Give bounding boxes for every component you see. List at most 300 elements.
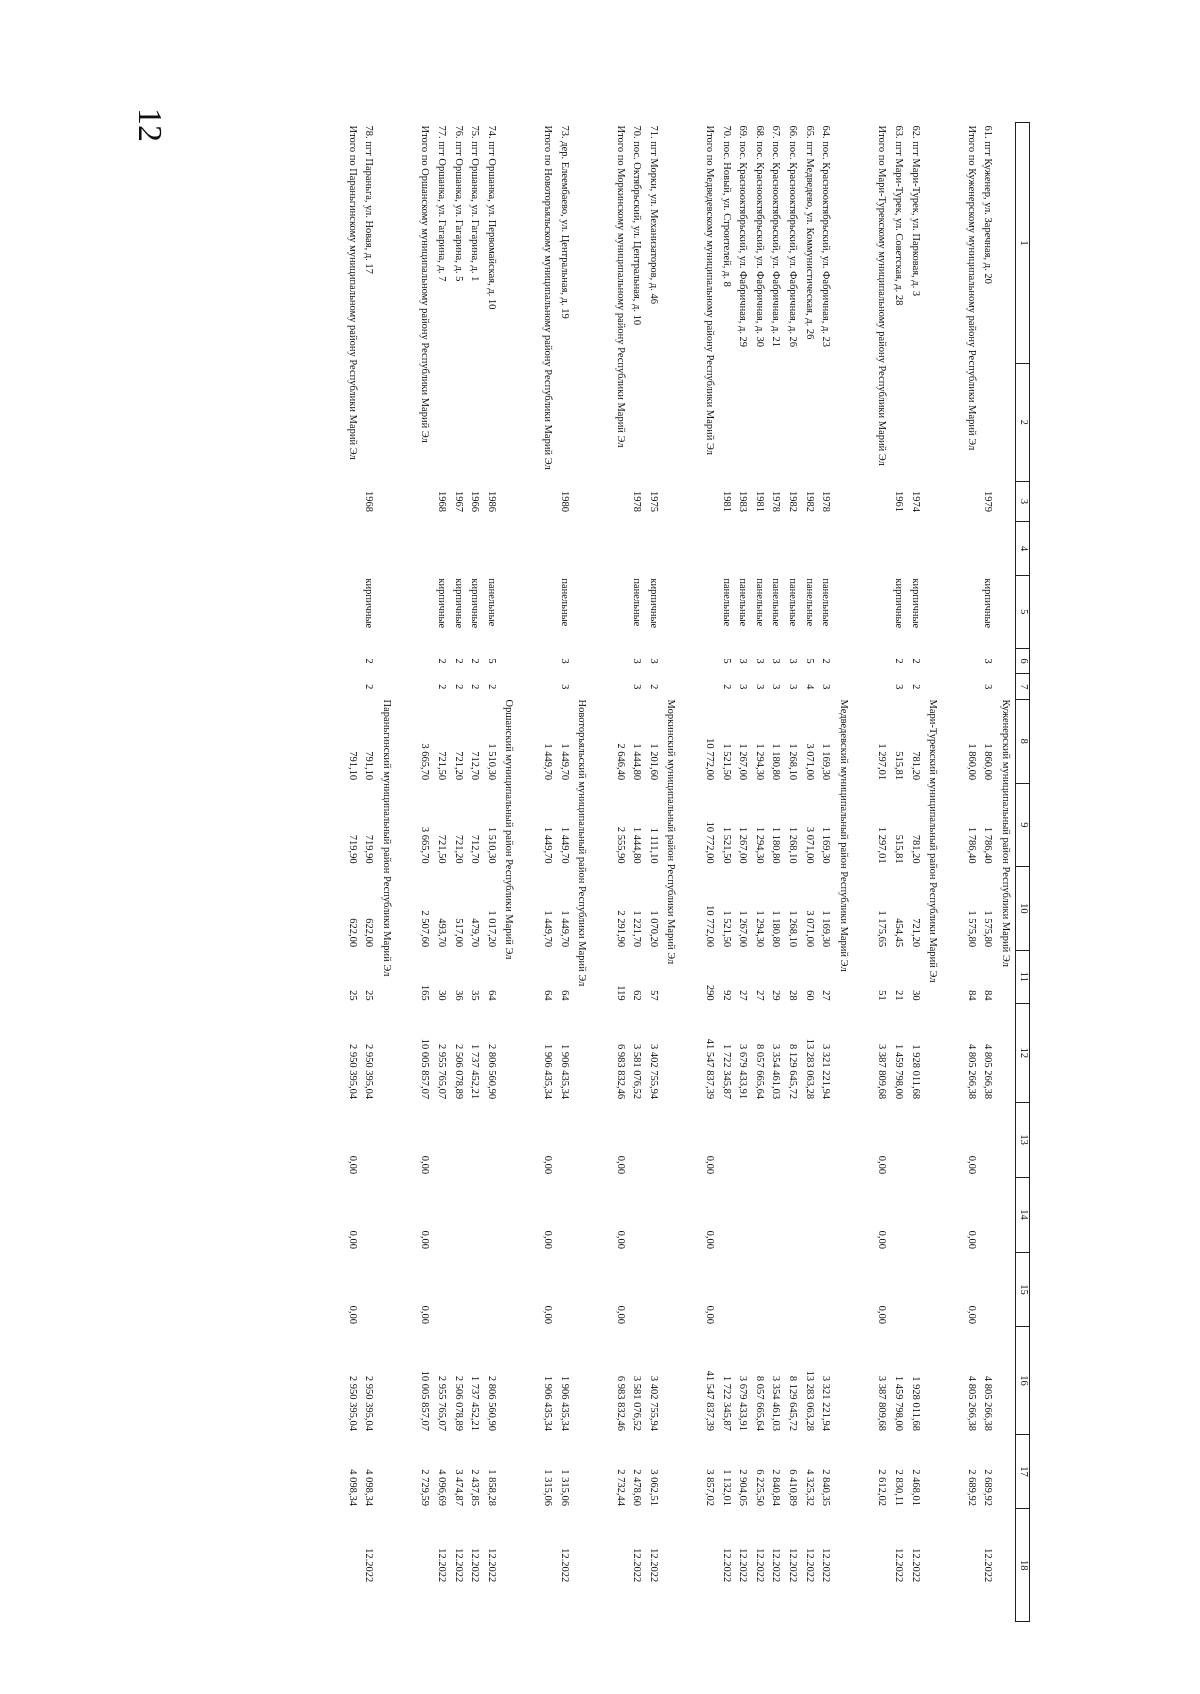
total-value-cell: 2 729,59 bbox=[419, 1469, 431, 1506]
total-value-cell: 6 983 832,46 bbox=[614, 1044, 626, 1100]
empty-cell bbox=[800, 1177, 817, 1252]
value-cell: 1 928 011,68 bbox=[909, 1376, 921, 1431]
empty-cell bbox=[482, 522, 499, 576]
value-cell: 36 bbox=[452, 990, 464, 1001]
date-cell: 12.2022 bbox=[469, 1548, 481, 1583]
empty-cell bbox=[449, 1102, 466, 1177]
empty-cell bbox=[432, 1102, 449, 1177]
empty-cell bbox=[717, 522, 734, 576]
total-value-cell: 0,00 bbox=[541, 1230, 553, 1249]
value-cell: 1 449,70 bbox=[558, 826, 570, 864]
empty-cell bbox=[628, 1252, 645, 1327]
empty-cell bbox=[482, 1252, 499, 1327]
total-value-cell: 1 906 435,34 bbox=[541, 1375, 553, 1431]
total-label: Итого по Новоторъяльскому муниципальному району Республики Марий Эл bbox=[541, 125, 553, 470]
table-row bbox=[628, 123, 645, 1622]
material-cell: панельные bbox=[803, 578, 815, 627]
value-cell: 1 575,80 bbox=[982, 910, 994, 948]
total-value-cell: 10 772,00 bbox=[704, 905, 716, 948]
value-cell: 1 510,30 bbox=[485, 743, 497, 781]
total-value-cell: 10 005 857,07 bbox=[419, 1038, 431, 1100]
value-cell: 515,81 bbox=[893, 834, 905, 864]
value-cell: 62 bbox=[631, 990, 643, 1001]
empty-cell bbox=[432, 1177, 449, 1252]
column-header: 14 bbox=[1016, 1177, 1030, 1252]
value-cell: 57 bbox=[647, 990, 659, 1001]
rotated-table-sheet bbox=[130, 122, 1030, 1622]
district-cell bbox=[499, 700, 519, 1622]
column-header: 15 bbox=[1016, 1252, 1030, 1327]
empty-cell bbox=[734, 1252, 751, 1327]
empty-cell bbox=[360, 1177, 377, 1252]
district-cell bbox=[923, 700, 943, 1622]
total-value-cell: 0,00 bbox=[965, 1230, 977, 1249]
empty-cell bbox=[644, 522, 661, 576]
table-row bbox=[555, 123, 572, 1622]
value-cell: 1 180,80 bbox=[770, 826, 782, 864]
value-cell: 2 bbox=[720, 684, 732, 690]
value-cell: 8 129 645,72 bbox=[787, 1044, 799, 1100]
empty-cell bbox=[979, 1252, 996, 1327]
year-cell: 1968 bbox=[363, 491, 375, 512]
value-cell: 3 bbox=[558, 658, 570, 664]
value-cell: 64 bbox=[485, 990, 497, 1001]
value-cell: 3 321 221,94 bbox=[820, 1375, 832, 1431]
empty-cell bbox=[767, 1177, 784, 1252]
value-cell: 1 860,00 bbox=[982, 743, 994, 781]
value-cell: 8 129 645,72 bbox=[787, 1375, 799, 1431]
date-cell: 12.2022 bbox=[720, 1548, 732, 1583]
empty-cell bbox=[432, 1252, 449, 1327]
column-header: 2 bbox=[1016, 363, 1030, 481]
value-cell: 1 722 345,87 bbox=[720, 1375, 732, 1431]
value-cell: 1 737 452,21 bbox=[469, 1375, 481, 1431]
material-cell: панельные bbox=[753, 578, 765, 627]
value-cell: 4 805 266,38 bbox=[982, 1375, 994, 1431]
value-cell: 4 bbox=[803, 684, 815, 690]
spacer-cell bbox=[681, 123, 701, 1622]
value-cell: 712,70 bbox=[469, 834, 481, 864]
group-spacer bbox=[518, 123, 538, 1622]
value-cell: 3 679 433,91 bbox=[737, 1375, 749, 1431]
column-number-header bbox=[1016, 123, 1030, 1622]
group-spacer bbox=[853, 123, 873, 1622]
empty-cell bbox=[734, 1177, 751, 1252]
empty-cell bbox=[783, 1177, 800, 1252]
material-cell: кирпичные bbox=[647, 578, 659, 629]
value-cell: 4 098,34 bbox=[363, 1469, 375, 1506]
value-cell: 2 950 395,04 bbox=[363, 1375, 375, 1431]
value-cell: 30 bbox=[435, 990, 447, 1001]
value-cell: 791,10 bbox=[363, 751, 375, 781]
empty-cell bbox=[416, 1509, 433, 1622]
value-cell: 1 722 345,87 bbox=[720, 1044, 732, 1100]
total-value-cell: 0,00 bbox=[346, 1155, 358, 1175]
date-cell: 12.2022 bbox=[485, 1548, 497, 1583]
value-cell: 3 bbox=[753, 658, 765, 664]
total-value-cell: 1 449,70 bbox=[541, 743, 553, 781]
total-value-cell: 1 449,70 bbox=[541, 910, 553, 948]
value-cell: 622,00 bbox=[363, 918, 375, 948]
table-row bbox=[717, 123, 734, 1622]
table-row bbox=[449, 123, 466, 1622]
district-indent bbox=[499, 123, 519, 700]
value-cell: 1 268,10 bbox=[787, 826, 799, 864]
district-name: Моркинский муниципальный район Республики Марий Эл bbox=[665, 699, 677, 965]
district-indent bbox=[661, 123, 681, 700]
value-cell: 64 bbox=[558, 990, 570, 1001]
total-value-cell: 3 387 809,68 bbox=[876, 1375, 888, 1431]
value-cell: 13 283 063,28 bbox=[803, 1370, 815, 1431]
total-value-cell: 6 983 832,46 bbox=[614, 1375, 626, 1431]
value-cell: 1 267,00 bbox=[737, 743, 749, 781]
value-cell: 2 bbox=[363, 684, 375, 690]
value-cell: 3 402 755,94 bbox=[647, 1375, 659, 1431]
address-cell: 65. пгт Медведево, ул. Коммунистическая, д. 26 bbox=[803, 125, 815, 340]
total-value-cell: 2 291,90 bbox=[614, 910, 626, 948]
total-value-cell: 0,00 bbox=[419, 1155, 431, 1175]
empty-cell bbox=[628, 1177, 645, 1252]
value-cell: 27 bbox=[820, 990, 832, 1001]
district-cell bbox=[572, 700, 592, 1622]
value-cell: 4 805 266,38 bbox=[982, 1044, 994, 1100]
value-cell: 781,20 bbox=[909, 751, 921, 781]
value-cell: 3 bbox=[893, 684, 905, 690]
district-name: Оршанский муниципальный район Республики Марий Эл bbox=[503, 699, 515, 960]
value-cell: 1 906 435,34 bbox=[558, 1375, 570, 1431]
empty-cell bbox=[800, 1102, 817, 1177]
empty-cell bbox=[800, 1252, 817, 1327]
empty-cell bbox=[538, 1509, 555, 1622]
value-cell: 13 283 063,28 bbox=[803, 1038, 815, 1100]
value-cell: 5 bbox=[720, 658, 732, 664]
date-cell: 12.2022 bbox=[909, 1548, 921, 1583]
material-cell: панельные bbox=[787, 578, 799, 627]
value-cell: 21 bbox=[893, 990, 905, 1001]
material-cell: кирпичные bbox=[452, 578, 464, 629]
date-cell: 12.2022 bbox=[452, 1548, 464, 1583]
value-cell: 3 bbox=[770, 658, 782, 664]
table-row bbox=[432, 123, 449, 1622]
district-total-row bbox=[416, 123, 433, 1622]
value-cell: 721,50 bbox=[435, 751, 447, 781]
value-cell: 3 581 076,52 bbox=[631, 1375, 643, 1431]
column-header: 4 bbox=[1016, 522, 1030, 576]
empty-cell bbox=[482, 1102, 499, 1177]
total-value-cell: 2 950 395,04 bbox=[346, 1044, 358, 1100]
empty-cell bbox=[734, 1102, 751, 1177]
empty-cell bbox=[889, 1177, 906, 1252]
year-cell: 1968 bbox=[435, 491, 447, 512]
empty-cell bbox=[889, 1102, 906, 1177]
value-cell: 1 449,70 bbox=[558, 743, 570, 781]
district-header-row bbox=[499, 123, 519, 1622]
value-cell: 2 bbox=[363, 658, 375, 664]
material-cell: кирпичные bbox=[909, 578, 921, 629]
address-cell: 75. пгт Оршанка, ул. Гагарина, д. 1 bbox=[469, 125, 481, 282]
district-indent bbox=[923, 123, 943, 700]
district-header-row bbox=[572, 123, 592, 1622]
district-header-row bbox=[376, 123, 396, 1622]
table-row bbox=[906, 123, 923, 1622]
year-cell: 1967 bbox=[452, 491, 464, 512]
empty-cell bbox=[432, 522, 449, 576]
column-header: 16 bbox=[1016, 1327, 1030, 1434]
year-cell: 1961 bbox=[893, 491, 905, 512]
empty-cell bbox=[449, 1252, 466, 1327]
value-cell: 3 321 221,94 bbox=[820, 1044, 832, 1100]
address-cell: 77. пгт Оршанка, ул. Гагарина, д. 7 bbox=[435, 125, 447, 282]
date-cell: 12.2022 bbox=[647, 1548, 659, 1583]
date-cell: 12.2022 bbox=[820, 1548, 832, 1583]
value-cell: 2 806 560,90 bbox=[485, 1375, 497, 1431]
value-cell: 2 830,11 bbox=[893, 1469, 905, 1506]
value-cell: 1 267,00 bbox=[737, 910, 749, 948]
address-cell: 66. пос. Краснооктябрьский, ул. Фабричная, д. 26 bbox=[787, 125, 799, 348]
page-number: 12 bbox=[131, 108, 168, 142]
total-value-cell: 2 555,90 bbox=[614, 826, 626, 864]
total-value-cell: 41 547 837,39 bbox=[704, 1370, 716, 1431]
date-cell: 12.2022 bbox=[893, 1548, 905, 1583]
total-value-cell: 0,00 bbox=[614, 1305, 626, 1324]
address-cell: 71. пгт Морки, ул. Механизаторов, д. 46 bbox=[647, 125, 659, 304]
empty-cell bbox=[555, 1177, 572, 1252]
date-cell: 12.2022 bbox=[753, 1548, 765, 1583]
value-cell: 1 221,70 bbox=[631, 910, 643, 948]
total-value-cell: 1 175,65 bbox=[876, 910, 888, 948]
total-value-cell: 0,00 bbox=[614, 1155, 626, 1175]
empty-cell bbox=[466, 1177, 483, 1252]
value-cell: 3 354 461,03 bbox=[770, 1375, 782, 1431]
empty-cell bbox=[817, 1252, 834, 1327]
material-cell: панельные bbox=[485, 578, 497, 627]
date-cell: 12.2022 bbox=[435, 1548, 447, 1583]
district-cell bbox=[995, 700, 1015, 1622]
total-value-cell: 84 bbox=[965, 990, 977, 1001]
total-value-cell: 0,00 bbox=[419, 1305, 431, 1324]
empty-cell bbox=[817, 1102, 834, 1177]
spacer-cell bbox=[396, 123, 416, 1622]
total-value-cell: 2 646,40 bbox=[614, 743, 626, 781]
value-cell: 3 bbox=[787, 658, 799, 664]
material-cell: кирпичные bbox=[893, 578, 905, 629]
total-value-cell: 0,00 bbox=[876, 1155, 888, 1175]
column-header: 9 bbox=[1016, 783, 1030, 867]
total-value-cell: 41 547 837,39 bbox=[704, 1038, 716, 1100]
column-header: 6 bbox=[1016, 648, 1030, 674]
value-cell: 1 294,30 bbox=[753, 910, 765, 948]
empty-cell bbox=[800, 522, 817, 576]
total-value-cell: 0,00 bbox=[965, 1155, 977, 1175]
empty-cell bbox=[555, 1102, 572, 1177]
total-value-cell: 2 507,60 bbox=[419, 910, 431, 948]
total-value-cell: 290 bbox=[704, 984, 716, 1001]
value-cell: 1 294,30 bbox=[753, 826, 765, 864]
total-value-cell: 4 805 266,38 bbox=[965, 1044, 977, 1100]
year-cell: 1978 bbox=[820, 491, 832, 512]
value-cell: 2 437,85 bbox=[469, 1469, 481, 1506]
empty-cell bbox=[360, 1252, 377, 1327]
value-cell: 1 444,80 bbox=[631, 743, 643, 781]
material-cell: панельные bbox=[720, 578, 732, 627]
column-header: 3 bbox=[1016, 481, 1030, 522]
year-cell: 1974 bbox=[909, 491, 921, 512]
empty-cell bbox=[717, 1252, 734, 1327]
total-value-cell: 1 575,80 bbox=[965, 910, 977, 948]
total-value-cell: 0,00 bbox=[541, 1305, 553, 1324]
column-header: 1 bbox=[1016, 123, 1030, 364]
total-value-cell: 2 950 395,04 bbox=[346, 1375, 358, 1431]
value-cell: 719,90 bbox=[363, 834, 375, 864]
value-cell: 4 096,69 bbox=[435, 1469, 447, 1506]
column-header: 8 bbox=[1016, 700, 1030, 784]
value-cell: 8 057 665,64 bbox=[753, 1375, 765, 1431]
district-header-row bbox=[923, 123, 943, 1622]
value-cell: 3 bbox=[982, 658, 994, 664]
year-cell: 1981 bbox=[720, 491, 732, 512]
value-cell: 712,70 bbox=[469, 751, 481, 781]
value-cell: 1 459 798,00 bbox=[893, 1044, 905, 1100]
value-cell: 2 840,35 bbox=[820, 1469, 832, 1506]
empty-cell bbox=[750, 522, 767, 576]
value-cell: 454,45 bbox=[893, 918, 905, 948]
value-cell: 2 689,92 bbox=[982, 1469, 994, 1506]
total-value-cell: 0,00 bbox=[704, 1230, 716, 1249]
value-cell: 1 180,80 bbox=[770, 910, 782, 948]
empty-cell bbox=[611, 1509, 628, 1622]
value-cell: 3 bbox=[631, 658, 643, 664]
value-cell: 3 bbox=[558, 684, 570, 690]
year-cell: 1980 bbox=[558, 491, 570, 512]
address-cell: 63. пгт Мари-Турек, ул. Советская, д. 28 bbox=[893, 125, 905, 306]
value-cell: 60 bbox=[803, 990, 815, 1001]
value-cell: 1 111,10 bbox=[647, 827, 659, 864]
empty-cell bbox=[360, 1102, 377, 1177]
empty-cell bbox=[449, 522, 466, 576]
total-value-cell: 25 bbox=[346, 990, 358, 1001]
empty-cell bbox=[360, 522, 377, 576]
group-spacer bbox=[942, 123, 962, 1622]
column-header: 5 bbox=[1016, 575, 1030, 648]
empty-cell bbox=[979, 1102, 996, 1177]
empty-cell bbox=[783, 1102, 800, 1177]
table-row bbox=[889, 123, 906, 1622]
total-value-cell: 3 665,70 bbox=[419, 743, 431, 781]
year-cell: 1979 bbox=[982, 491, 994, 512]
value-cell: 1 070,20 bbox=[647, 910, 659, 948]
total-label: Итого по Параньгинскому муниципальному району Республики Марий Эл bbox=[346, 125, 358, 460]
total-value-cell: 1 786,40 bbox=[965, 826, 977, 864]
date-cell: 12.2022 bbox=[363, 1548, 375, 1583]
material-cell: панельные bbox=[737, 578, 749, 627]
value-cell: 1 294,30 bbox=[753, 743, 765, 781]
year-cell: 1981 bbox=[753, 491, 765, 512]
address-cell: 62. пгт Мари-Турек, ул. Парковая, д. 3 bbox=[909, 125, 921, 297]
total-value-cell: 0,00 bbox=[346, 1230, 358, 1249]
table-body bbox=[343, 123, 1016, 1622]
district-total-row bbox=[611, 123, 628, 1622]
value-cell: 1 786,40 bbox=[982, 826, 994, 864]
total-value-cell: 4 805 266,38 bbox=[965, 1375, 977, 1431]
empty-cell bbox=[767, 1102, 784, 1177]
empty-cell bbox=[701, 1509, 718, 1622]
value-cell: 2 bbox=[909, 658, 921, 664]
value-cell: 1 132,01 bbox=[720, 1469, 732, 1506]
value-cell: 721,20 bbox=[452, 751, 464, 781]
value-cell: 3 bbox=[982, 684, 994, 690]
total-value-cell: 10 772,00 bbox=[704, 738, 716, 781]
total-value-cell: 0,00 bbox=[876, 1305, 888, 1324]
total-value-cell: 3 387 809,68 bbox=[876, 1044, 888, 1100]
value-cell: 2 bbox=[909, 684, 921, 690]
value-cell: 3 679 433,91 bbox=[737, 1044, 749, 1100]
total-value-cell: 3 857,02 bbox=[704, 1469, 716, 1506]
group-spacer bbox=[396, 123, 416, 1622]
address-cell: 73. дер. Елеембаево, ул. Центральная, д. 19 bbox=[558, 125, 570, 319]
material-cell: панельные bbox=[820, 578, 832, 627]
value-cell: 3 bbox=[820, 684, 832, 690]
total-label: Итого по Оршанскому муниципальному району Республики Марий Эл bbox=[419, 125, 431, 443]
table-row bbox=[482, 123, 499, 1622]
value-cell: 1 315,06 bbox=[558, 1469, 570, 1506]
empty-cell bbox=[449, 1177, 466, 1252]
material-cell: кирпичные bbox=[363, 578, 375, 629]
date-cell: 12.2022 bbox=[631, 1548, 643, 1583]
empty-cell bbox=[628, 522, 645, 576]
empty-cell bbox=[873, 1509, 890, 1622]
value-cell: 3 581 076,52 bbox=[631, 1044, 643, 1100]
total-label: Итого по Мари-Турекскому муниципальному району Республики Марий Эл bbox=[876, 125, 888, 466]
value-cell: 3 bbox=[737, 684, 749, 690]
empty-cell bbox=[750, 1252, 767, 1327]
value-cell: 92 bbox=[720, 990, 732, 1001]
value-cell: 3 bbox=[770, 684, 782, 690]
total-value-cell: 1 860,00 bbox=[965, 743, 977, 781]
empty-cell bbox=[555, 522, 572, 576]
group-spacer bbox=[681, 123, 701, 1622]
value-cell: 517,00 bbox=[452, 918, 464, 948]
value-cell: 1 459 798,00 bbox=[893, 1375, 905, 1431]
value-cell: 781,20 bbox=[909, 834, 921, 864]
value-cell: 25 bbox=[363, 990, 375, 1001]
value-cell: 1 169,30 bbox=[820, 826, 832, 864]
value-cell: 493,70 bbox=[435, 918, 447, 948]
total-value-cell: 1 297,01 bbox=[876, 743, 888, 781]
district-indent bbox=[376, 123, 396, 700]
value-cell: 1 169,30 bbox=[820, 910, 832, 948]
column-header: 18 bbox=[1016, 1509, 1030, 1622]
district-total-row bbox=[701, 123, 718, 1622]
address-cell: 67. пос. Краснооктябрьский, ул. Фабричная, д. 21 bbox=[770, 125, 782, 348]
empty-cell bbox=[644, 1252, 661, 1327]
value-cell: 1 017,20 bbox=[485, 910, 497, 948]
value-cell: 2 bbox=[469, 684, 481, 690]
value-cell: 721,20 bbox=[909, 918, 921, 948]
total-value-cell: 165 bbox=[419, 984, 431, 1001]
value-cell: 6 410,89 bbox=[787, 1469, 799, 1506]
material-cell: панельные bbox=[770, 578, 782, 627]
value-cell: 1 510,30 bbox=[485, 826, 497, 864]
empty-cell bbox=[979, 1177, 996, 1252]
material-cell: панельные bbox=[631, 578, 643, 627]
value-cell: 2 806 560,90 bbox=[485, 1044, 497, 1100]
total-value-cell: 3 665,70 bbox=[419, 826, 431, 864]
empty-cell bbox=[906, 1252, 923, 1327]
empty-cell bbox=[482, 1177, 499, 1252]
value-cell: 1 858,28 bbox=[485, 1469, 497, 1506]
value-cell: 1 906 435,34 bbox=[558, 1044, 570, 1100]
district-total-row bbox=[962, 123, 979, 1622]
